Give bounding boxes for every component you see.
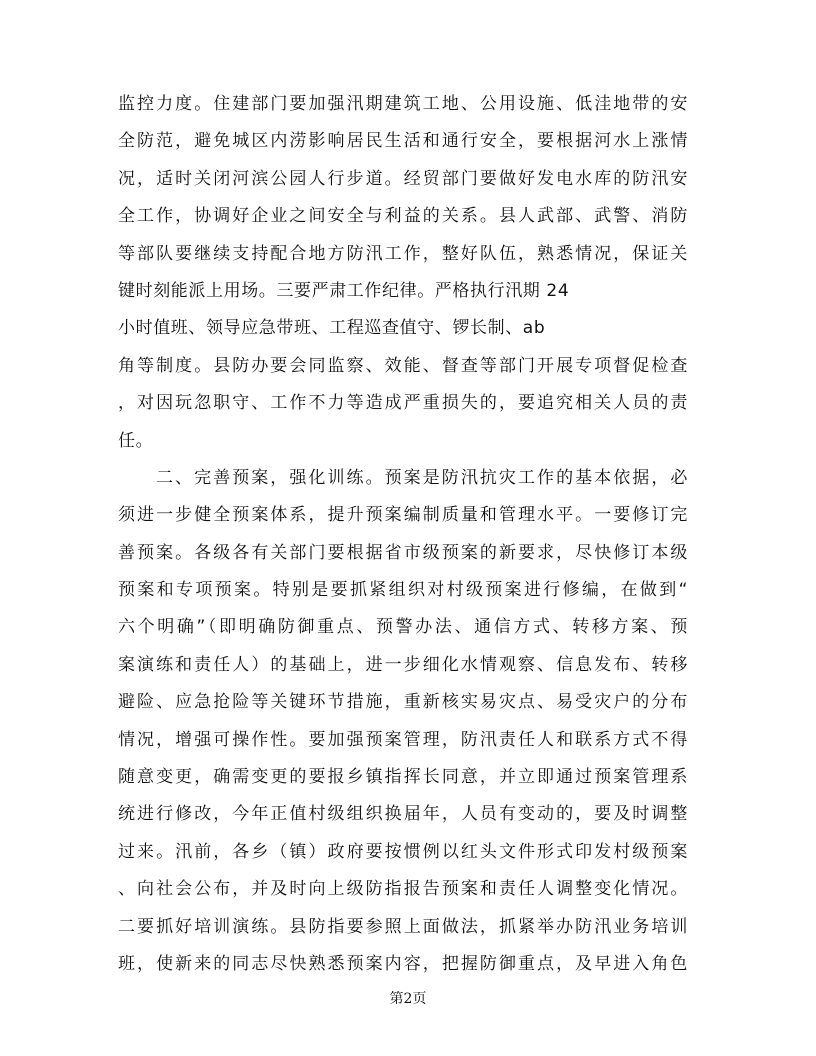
text-line: 案演练和责任人）的基础上，进一步细化水情观察、信息发布、转移 — [118, 654, 688, 675]
text-line: 六个明确”（即明确防御重点、预警办法、通信方式、转移方案、预 — [118, 617, 688, 638]
text-line: 统进行修改，今年正值村级组织换届年，人员有变动的，要及时调整 — [118, 804, 688, 825]
text-line: 二要抓好培训演练。县防指要参照上面做法，抓紧举办防汛业务培训 — [118, 916, 688, 937]
text-line: 键时刻能派上用场。三要严肃工作纪律。严格执行汛期 24 — [118, 280, 570, 301]
text-line: 等部队要继续支持配合地方防汛工作，整好队伍，熟悉情况，保证关 — [118, 243, 688, 264]
body-text — [118, 86, 688, 983]
text-line: 随意变更，确需变更的要报乡镇指挥长同意，并立即通过预案管理系 — [118, 767, 688, 788]
text-line: 须进一步健全预案体系，提升预案编制质量和管理水平。一要修订完 — [118, 505, 688, 526]
text-line: ，对因玩忽职守、工作不力等造成严重损失的，要追究相关人员的责 — [118, 393, 688, 414]
text-line: 监控力度。住建部门要加强汛期建筑工地、公用设施、低洼地带的安 — [118, 94, 688, 114]
text-line: 全防范，避免城区内涝影响居民生活和通行安全，要根据河水上涨情 — [118, 131, 688, 152]
text-line: 避险、应急抢险等关键环节措施，重新核实易灾点、易受灾户的分布 — [118, 692, 688, 713]
text-line: 全工作，协调好企业之间安全与利益的关系。县人武部、武警、消防 — [118, 206, 688, 227]
text-line: 况，适时关闭河滨公园人行步道。经贸部门要做好发电水库的防汛安 — [118, 168, 688, 189]
text-line: 、向社会公布，并及时向上级防指报告预案和责任人调整变化情况。 — [118, 879, 688, 900]
text-line: 过来。汛前，各乡（镇）政府要按惯例以红头文件形式印发村级预案 — [118, 841, 688, 862]
page-number: 第2页 — [389, 991, 427, 1007]
text-line: 角等制度。县防办要会同监察、效能、督查等部门开展专项督促检查 — [118, 355, 688, 376]
text-line: 善预案。各级各有关部门要根据省市级预案的新要求，尽快修订本级 — [118, 542, 688, 563]
text-line: 任。 — [118, 430, 154, 451]
text-line: 二、完善预案，强化训练。预案是防汛抗灾工作的基本依据，必 — [156, 467, 688, 488]
text-line: 班，使新来的同志尽快熟悉预案内容，把握防御重点，及早进入角色 — [118, 953, 688, 974]
text-line: 预案和专项预案。特别是要抓紧组织对村级预案进行修编，在做到“ — [118, 580, 688, 601]
text-line: 情况，增强可操作性。要加强预案管理，防汛责任人和联系方式不得 — [118, 729, 688, 750]
text-line: 小时值班、领导应急带班、工程巡查值守、锣长制、ab — [118, 318, 546, 339]
